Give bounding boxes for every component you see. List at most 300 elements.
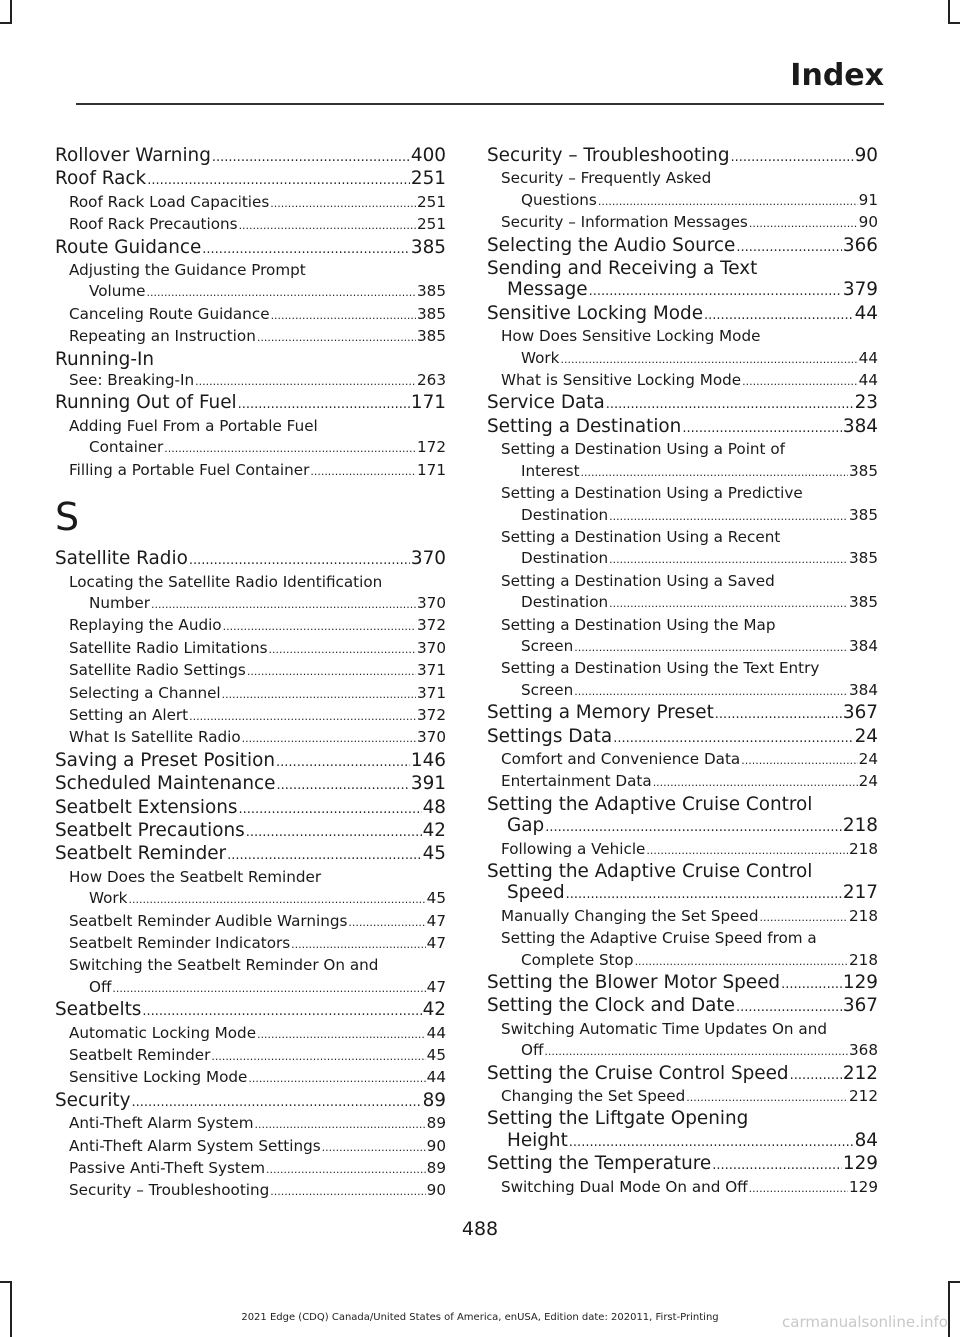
entry-title-line: Setting the Adaptive Cruise Control bbox=[487, 793, 813, 815]
entry-title: Security – Troubleshooting bbox=[487, 145, 730, 166]
entry-title-line: Setting the Adaptive Cruise Control bbox=[487, 861, 813, 882]
entry-page-link[interactable]: 391 bbox=[410, 773, 446, 795]
entry-title: Filling a Portable Fuel Container bbox=[69, 460, 310, 479]
entry-row bbox=[69, 911, 446, 933]
index-subentry bbox=[55, 1180, 446, 1202]
page-title: Index bbox=[790, 58, 884, 93]
entry-title: Gap bbox=[507, 815, 545, 837]
entry-page-link[interactable]: 218 bbox=[849, 950, 878, 969]
index-subentry bbox=[487, 212, 878, 234]
dot-leader bbox=[189, 706, 416, 727]
dot-leader bbox=[609, 593, 848, 614]
dot-leader bbox=[132, 1092, 422, 1113]
entry-row bbox=[69, 1067, 446, 1089]
entry-row bbox=[69, 705, 446, 727]
index-entry bbox=[487, 392, 878, 415]
entry-row bbox=[501, 636, 878, 658]
entry-page-link[interactable]: 44 bbox=[858, 348, 878, 367]
entry-page-link[interactable]: 263 bbox=[417, 371, 446, 390]
entry-page-link[interactable]: 44 bbox=[426, 1023, 446, 1042]
entry-row bbox=[487, 416, 878, 439]
dot-leader bbox=[242, 728, 416, 749]
entry-row bbox=[69, 326, 446, 348]
entry-page-link[interactable]: 90 bbox=[426, 1136, 446, 1155]
crop-mark-top-left bbox=[10, 0, 12, 24]
entry-row bbox=[69, 1023, 446, 1045]
dot-leader bbox=[164, 438, 416, 459]
entry-page-link[interactable]: 171 bbox=[417, 460, 446, 479]
index-entry bbox=[55, 820, 446, 843]
entry-page-link[interactable]: 370 bbox=[417, 638, 446, 657]
index-subentry bbox=[487, 439, 878, 483]
entry-title: Setting the Temperature bbox=[487, 1153, 712, 1175]
index-subentry bbox=[55, 214, 446, 236]
entry-page-link[interactable]: 42 bbox=[422, 819, 446, 841]
dot-leader bbox=[704, 305, 854, 326]
entry-title: Satellite Radio bbox=[55, 548, 188, 570]
entry-page-link[interactable]: 371 bbox=[417, 661, 446, 680]
index-entries-r bbox=[55, 145, 446, 482]
entry-title-line: Security – Frequently Asked bbox=[501, 169, 712, 188]
entry-title-line: Setting the Liftgate Opening bbox=[487, 1108, 749, 1130]
entry-page-link[interactable]: 368 bbox=[849, 1041, 878, 1060]
entry-row bbox=[69, 593, 446, 615]
index-entry bbox=[55, 750, 446, 773]
entry-page-link[interactable]: 90 bbox=[854, 145, 878, 166]
entry-row bbox=[69, 1180, 446, 1202]
index-subentry bbox=[487, 615, 878, 659]
entry-row bbox=[55, 820, 446, 843]
entry-row bbox=[487, 972, 878, 995]
index-subentry bbox=[55, 955, 446, 999]
index-subentry bbox=[55, 933, 446, 955]
entry-row bbox=[55, 773, 446, 796]
entry-page-link[interactable]: 379 bbox=[842, 279, 878, 301]
entry-title-line: How Does Sensitive Locking Mode bbox=[501, 327, 761, 346]
entry-page-link[interactable]: 91 bbox=[858, 190, 878, 209]
entry-page-link[interactable]: 89 bbox=[426, 1159, 446, 1178]
entry-page-link[interactable]: 251 bbox=[417, 215, 446, 234]
entry-row bbox=[487, 235, 878, 258]
dot-leader bbox=[246, 822, 422, 843]
entry-page-link[interactable]: 384 bbox=[842, 415, 878, 437]
dot-leader bbox=[569, 1132, 854, 1153]
entry-title: Off bbox=[89, 977, 112, 996]
entry-row bbox=[69, 1158, 446, 1180]
entry-page-link[interactable]: 171 bbox=[410, 392, 446, 414]
entry-page-link[interactable]: 89 bbox=[426, 1114, 446, 1133]
entry-title: Message bbox=[507, 279, 588, 301]
entry-title: Satellite Radio Limitations bbox=[69, 638, 268, 657]
entry-row bbox=[501, 1177, 878, 1199]
entry-page-link[interactable]: 370 bbox=[417, 593, 446, 612]
entry-title-line: Adding Fuel From a Portable Fuel bbox=[69, 416, 318, 435]
entry-title: Seatbelt Reminder bbox=[69, 1046, 211, 1065]
entry-page-link[interactable]: 90 bbox=[426, 1181, 446, 1200]
entry-page-link[interactable]: 367 bbox=[842, 702, 878, 724]
entry-row bbox=[69, 888, 446, 910]
index-subentry bbox=[55, 683, 446, 705]
entry-row bbox=[55, 392, 446, 415]
index-subentry bbox=[487, 168, 878, 212]
entry-page-link[interactable]: 385 bbox=[849, 505, 878, 524]
entry-page-link[interactable]: 48 bbox=[422, 796, 446, 818]
entry-row bbox=[69, 1113, 446, 1135]
index-subentry bbox=[487, 483, 878, 527]
entry-title: Route Guidance bbox=[55, 236, 202, 258]
index-entry bbox=[55, 999, 446, 1022]
entry-row bbox=[69, 1045, 446, 1067]
index-entry bbox=[55, 145, 446, 168]
entry-page-link[interactable]: 217 bbox=[842, 882, 878, 904]
entry-title: Speed bbox=[507, 882, 565, 904]
entry-page-link[interactable]: 129 bbox=[842, 972, 878, 994]
entry-page-link[interactable]: 24 bbox=[854, 725, 878, 747]
entry-row bbox=[501, 771, 878, 793]
entry-row bbox=[55, 145, 446, 168]
entry-title-line: Switching Automatic Time Updates On and bbox=[501, 1019, 827, 1038]
entry-page-link[interactable]: 385 bbox=[417, 304, 446, 323]
entry-page-link[interactable]: 42 bbox=[422, 999, 446, 1021]
entry-title: Sensitive Locking Mode bbox=[69, 1068, 248, 1087]
entry-row bbox=[69, 460, 446, 482]
dot-leader bbox=[749, 213, 858, 234]
index-entry bbox=[487, 702, 878, 725]
entry-title: What is Sensitive Locking Mode bbox=[501, 371, 742, 390]
dot-leader bbox=[574, 681, 848, 702]
entry-title: Satellite Radio Settings bbox=[69, 661, 246, 680]
entry-row bbox=[487, 882, 878, 905]
entry-page-link[interactable]: 47 bbox=[426, 911, 446, 930]
dot-leader bbox=[195, 371, 416, 392]
index-subentry bbox=[487, 658, 878, 702]
entry-row bbox=[69, 615, 446, 637]
dot-leader bbox=[266, 1159, 426, 1180]
entry-page-link[interactable]: 384 bbox=[849, 680, 878, 699]
index-entries-s bbox=[55, 548, 446, 1203]
entry-title: Security – Information Messages bbox=[501, 213, 748, 232]
entry-page-link[interactable]: 44 bbox=[854, 302, 878, 324]
index-entry bbox=[55, 548, 446, 571]
dot-leader bbox=[239, 799, 422, 820]
entry-page-link[interactable]: 384 bbox=[849, 636, 878, 655]
entry-page-link[interactable]: 24 bbox=[858, 772, 878, 791]
entry-row bbox=[501, 505, 878, 527]
entry-row bbox=[69, 727, 446, 749]
entry-row bbox=[501, 461, 878, 483]
entry-page-link[interactable]: 218 bbox=[849, 906, 878, 925]
entry-page-link[interactable]: 371 bbox=[417, 683, 446, 702]
dot-leader bbox=[646, 840, 848, 861]
dot-leader bbox=[598, 191, 858, 212]
entry-row bbox=[501, 680, 878, 702]
entry-page-link[interactable]: 24 bbox=[858, 749, 878, 768]
index-entry bbox=[487, 972, 878, 995]
entry-title-line: Setting a Destination Using the Map bbox=[501, 615, 776, 634]
entry-page-link[interactable]: 47 bbox=[426, 934, 446, 952]
entry-title: Anti-Theft Alarm System Settings bbox=[69, 1136, 321, 1155]
entry-row bbox=[501, 906, 878, 928]
entry-row bbox=[501, 348, 878, 370]
entry-page-link[interactable]: 172 bbox=[417, 438, 446, 457]
dot-leader bbox=[589, 281, 842, 302]
index-subentry bbox=[487, 571, 878, 615]
index-subentry bbox=[487, 370, 878, 392]
entry-row bbox=[487, 1153, 878, 1176]
index-subentry bbox=[55, 260, 446, 304]
crop-mark-top-right-h bbox=[950, 22, 960, 24]
index-subentry bbox=[487, 771, 878, 793]
dot-leader bbox=[544, 1041, 848, 1062]
index-column-right bbox=[487, 145, 878, 1199]
dot-leader bbox=[781, 974, 842, 995]
entry-title: Roof Rack Precautions bbox=[69, 215, 238, 234]
entry-row bbox=[501, 749, 878, 771]
entry-page-link[interactable]: 372 bbox=[417, 616, 446, 635]
dot-leader bbox=[270, 193, 416, 214]
index-entry bbox=[487, 235, 878, 258]
entry-title: Selecting the Audio Source bbox=[487, 234, 736, 256]
entry-title: Height bbox=[507, 1129, 568, 1151]
dot-leader bbox=[606, 394, 854, 415]
entry-title: Sensitive Locking Mode bbox=[487, 302, 704, 324]
entry-title-line: Adjusting the Guidance Prompt bbox=[69, 261, 306, 280]
entry-page-link[interactable]: 251 bbox=[410, 168, 446, 190]
index-entry bbox=[487, 303, 878, 326]
dot-leader bbox=[257, 327, 416, 348]
entry-title: Saving a Preset Position bbox=[55, 749, 276, 771]
index-entry bbox=[487, 145, 878, 168]
index-subentry bbox=[55, 572, 446, 616]
entry-title: Destination bbox=[521, 505, 609, 524]
entry-title-line: Setting the Adaptive Cruise Speed from a bbox=[501, 929, 817, 948]
index-subentry bbox=[55, 727, 446, 749]
entry-page-link[interactable]: 89 bbox=[422, 1089, 446, 1111]
entry-title: See: Breaking-In bbox=[69, 371, 195, 390]
entry-page-link[interactable]: 129 bbox=[849, 1177, 878, 1196]
dot-leader bbox=[147, 170, 410, 191]
dot-leader bbox=[202, 239, 410, 260]
entry-row bbox=[487, 726, 878, 749]
entry-title: Volume bbox=[89, 282, 146, 301]
entry-row bbox=[501, 592, 878, 614]
entry-title: Following a Vehicle bbox=[501, 839, 646, 858]
title-divider bbox=[76, 103, 884, 105]
entry-page-link[interactable]: 400 bbox=[410, 145, 446, 166]
entry-title: Container bbox=[89, 438, 164, 457]
entry-page-link[interactable]: 129 bbox=[842, 1153, 878, 1175]
entry-title-line: Switching the Seatbelt Reminder On and bbox=[69, 956, 379, 975]
entry-title: Work bbox=[89, 889, 128, 908]
index-entry bbox=[487, 794, 878, 839]
index-subentry bbox=[55, 304, 446, 326]
dot-leader bbox=[759, 907, 848, 928]
entry-row bbox=[487, 303, 878, 326]
entry-title: Questions bbox=[521, 190, 597, 209]
index-entry bbox=[55, 797, 446, 820]
index-subentry bbox=[55, 911, 446, 933]
entry-row bbox=[501, 950, 878, 972]
entry-page-link[interactable]: 146 bbox=[410, 749, 446, 771]
index-subentry bbox=[55, 660, 446, 682]
entry-page-link[interactable]: 45 bbox=[426, 1046, 446, 1065]
dot-leader bbox=[128, 889, 425, 910]
dot-leader bbox=[613, 728, 853, 749]
entry-page-link[interactable]: 47 bbox=[426, 977, 446, 996]
dot-leader bbox=[142, 1001, 421, 1022]
index-entry bbox=[487, 726, 878, 749]
dot-leader bbox=[239, 215, 416, 236]
dot-leader bbox=[566, 884, 842, 905]
dot-leader bbox=[609, 549, 848, 570]
entry-row bbox=[69, 1136, 446, 1158]
entry-title: Seatbelt Extensions bbox=[55, 796, 238, 818]
index-subentry bbox=[55, 370, 446, 392]
entry-title: Security – Troubleshooting bbox=[69, 1181, 270, 1200]
entry-title: Replaying the Audio bbox=[69, 616, 222, 635]
entry-row bbox=[55, 843, 446, 866]
entry-page-link[interactable]: 212 bbox=[849, 1087, 878, 1106]
entry-title: Seatbelt Reminder Indicators bbox=[69, 934, 291, 952]
entry-page-link[interactable]: 84 bbox=[854, 1129, 878, 1151]
entry-page-link[interactable]: 218 bbox=[849, 839, 878, 858]
entry-title: Setting a Memory Preset bbox=[487, 702, 714, 724]
entry-title: What Is Satellite Radio bbox=[69, 728, 241, 747]
index-entry bbox=[487, 861, 878, 906]
entry-title: Off bbox=[521, 1041, 544, 1060]
entry-title-line: Setting a Destination Using the Text Entry bbox=[501, 659, 820, 678]
crop-mark-bottom-left bbox=[10, 1281, 12, 1337]
entry-page-link[interactable]: 45 bbox=[426, 889, 446, 908]
entry-title: Running Out of Fuel bbox=[55, 392, 237, 414]
entry-title-line: How Does the Seatbelt Reminder bbox=[69, 867, 322, 886]
entry-row bbox=[487, 815, 878, 838]
entry-page-link[interactable]: 366 bbox=[842, 234, 878, 256]
dot-leader bbox=[223, 616, 416, 637]
index-subentry bbox=[55, 1158, 446, 1180]
dot-leader bbox=[276, 775, 409, 796]
entry-page-link[interactable]: 385 bbox=[849, 549, 878, 568]
entry-page-link[interactable]: 212 bbox=[842, 1062, 878, 1084]
index-subentry bbox=[55, 615, 446, 637]
entry-page-link[interactable]: 44 bbox=[426, 1068, 446, 1087]
entry-page-link[interactable]: 251 bbox=[417, 192, 446, 211]
dot-leader bbox=[276, 752, 410, 773]
index-subentry bbox=[55, 1067, 446, 1089]
dot-leader bbox=[736, 997, 842, 1018]
footer-edition: 2021 Edge (CDQ) Canada/United States of America, enUSA, Edition date: 202011, First-Printing bbox=[241, 1312, 719, 1323]
dot-leader bbox=[238, 394, 410, 415]
dot-leader bbox=[731, 147, 854, 168]
index-entry bbox=[487, 1153, 878, 1176]
dot-leader bbox=[715, 704, 842, 725]
index-subentry bbox=[487, 906, 878, 928]
entry-page-link[interactable]: 367 bbox=[842, 995, 878, 1017]
dot-leader bbox=[790, 1065, 842, 1086]
entry-row bbox=[501, 190, 878, 212]
dot-leader bbox=[686, 1087, 848, 1108]
index-subentry bbox=[487, 527, 878, 571]
dot-leader bbox=[227, 845, 421, 866]
index-entry bbox=[55, 349, 446, 370]
index-entry bbox=[55, 392, 446, 415]
entry-row bbox=[69, 977, 446, 999]
entry-title: Rollover Warning bbox=[55, 145, 211, 166]
entry-title-line: Sending and Receiving a Text bbox=[487, 258, 758, 280]
dot-leader bbox=[270, 1181, 425, 1202]
entry-page-link[interactable]: 370 bbox=[410, 548, 446, 570]
entry-title-line: Setting a Destination Using a Point of bbox=[501, 440, 785, 459]
entry-row bbox=[501, 548, 878, 570]
dot-leader bbox=[545, 817, 842, 838]
dot-leader bbox=[348, 912, 425, 933]
entry-title: Seatbelt Reminder Audible Warnings bbox=[69, 911, 348, 930]
entry-page-link[interactable]: 372 bbox=[417, 705, 446, 724]
entry-row bbox=[487, 145, 878, 168]
entry-title-line: Setting a Destination Using a Predictive bbox=[501, 484, 803, 503]
dot-leader bbox=[322, 1137, 426, 1158]
index-subentry bbox=[55, 1136, 446, 1158]
entry-page-link[interactable]: 23 bbox=[854, 392, 878, 414]
entry-row bbox=[69, 638, 446, 660]
entry-row bbox=[501, 1086, 878, 1108]
dot-leader bbox=[151, 594, 416, 615]
dot-leader bbox=[222, 684, 416, 705]
entry-row bbox=[69, 281, 446, 303]
index-subentry bbox=[487, 326, 878, 370]
entry-page-link[interactable]: 385 bbox=[410, 236, 446, 258]
dot-leader bbox=[212, 147, 410, 168]
entry-row bbox=[487, 995, 878, 1018]
entry-title: Anti-Theft Alarm System bbox=[69, 1114, 254, 1133]
index-entry bbox=[487, 1108, 878, 1153]
entry-page-link[interactable]: 44 bbox=[858, 371, 878, 390]
entry-page-link[interactable]: 45 bbox=[422, 843, 446, 865]
entry-page-link[interactable]: 385 bbox=[417, 327, 446, 346]
entry-row bbox=[487, 702, 878, 725]
entry-row bbox=[55, 999, 446, 1022]
dot-leader bbox=[112, 978, 425, 999]
dot-leader bbox=[257, 1024, 426, 1045]
entry-page-link[interactable]: 385 bbox=[849, 593, 878, 612]
entry-title: Seatbelts bbox=[55, 999, 142, 1021]
entry-title: Roof Rack Load Capacities bbox=[69, 192, 270, 211]
entry-page-link[interactable]: 90 bbox=[858, 213, 878, 232]
crop-mark-bottom-right bbox=[948, 1281, 950, 1337]
index-entry bbox=[487, 416, 878, 439]
entry-page-link[interactable]: 370 bbox=[417, 728, 446, 747]
entry-page-link[interactable]: 218 bbox=[842, 815, 878, 837]
dot-leader bbox=[682, 418, 842, 439]
dot-leader bbox=[147, 282, 417, 303]
entry-page-link[interactable]: 385 bbox=[849, 461, 878, 480]
dot-leader bbox=[609, 506, 848, 527]
entry-title: Selecting a Channel bbox=[69, 683, 221, 702]
index-entry bbox=[55, 1090, 446, 1113]
entry-row bbox=[69, 304, 446, 326]
dot-leader bbox=[310, 461, 416, 482]
index-entries-s-continued bbox=[487, 145, 878, 1199]
dot-leader bbox=[255, 1114, 426, 1135]
entry-title: Setting the Blower Motor Speed bbox=[487, 972, 781, 994]
entry-title: Comfort and Convenience Data bbox=[501, 749, 741, 768]
entry-page-link[interactable]: 385 bbox=[417, 282, 446, 301]
index-subentry bbox=[487, 1019, 878, 1063]
entry-row bbox=[69, 683, 446, 705]
entry-row bbox=[501, 1040, 878, 1062]
entry-title: Complete Stop bbox=[521, 950, 634, 969]
entry-title-line: Setting a Destination Using a Recent bbox=[501, 527, 781, 546]
